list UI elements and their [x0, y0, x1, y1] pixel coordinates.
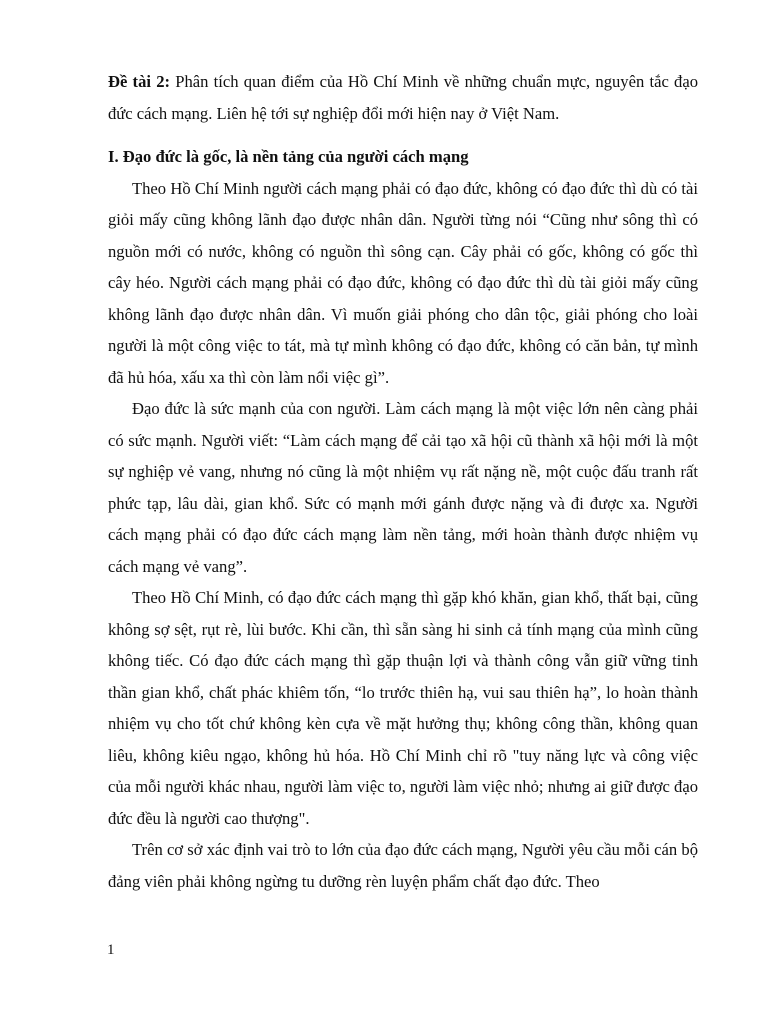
topic-statement	[108, 66, 698, 129]
page-number: 1	[107, 942, 115, 958]
topic-label: Đề tài 2:	[108, 72, 171, 91]
body-paragraph-2: Đạo đức là sức mạnh của con người. Làm cách mạng là một việc lớn nên càng phải có sức mạnh. Người viết: “Làm cách mạng để cải tạo xã hội cũ thành xã hội mới là một sự nghiệp vẻ vang, nhưng nó cũng là một nhiệm vụ rất nặng nề, một cuộc đấu tranh rất phức tạp, lâu dài, gian khổ. Sức có mạnh mới gánh được nặng và đi được xa. Người cách mạng phải có đạo đức cách mạng làm nền tảng, mới hoàn thành được nhiệm vụ cách mạng vẻ vang”.	[108, 399, 698, 576]
document-page	[108, 66, 698, 897]
topic-text: Phân tích quan điểm của Hồ Chí Minh về những chuẩn mực, nguyên tắc đạo đức cách mạng. Liên hệ tới sự nghiệp đổi mới hiện nay ở Việt Nam.	[108, 72, 698, 123]
body-paragraph-3: Theo Hồ Chí Minh, có đạo đức cách mạng thì gặp khó khăn, gian khổ, thất bại, cũng không sợ sệt, rụt rè, lùi bước. Khi cần, thì sẵn sàng hi sinh cả tính mạng của mình cũng không tiếc. Có đạo đức cách mạng thì gặp thuận lợi và thành công vẫn giữ vững tinh thần gian khổ, chất phác khiêm tốn, “lo trước thiên hạ, vui sau thiên hạ”, lo hoàn thành nhiệm vụ cho tốt chứ không kèn cựa về mặt hưởng thụ; không công thần, không quan liêu, không kiêu ngạo, không hủ hóa. Hồ Chí Minh chỉ rõ "tuy năng lực và công việc của mỗi người khác nhau, người làm việc to, người làm việc nhỏ; nhưng ai giữ được đạo đức đều là người cao thượng".	[108, 588, 698, 828]
body-paragraph-1: Theo Hồ Chí Minh người cách mạng phải có đạo đức, không có đạo đức thì dù có tài giỏi mấy cũng không lãnh đạo được nhân dân. Người từng nói “Cũng như sông thì có nguồn mới có nước, không có nguồn thì sông cạn. Cây phải có gốc, không có gốc thì cây héo. Người cách mạng phải có đạo đức, không có đạo đức thì dù tài giỏi mấy cũng không lãnh đạo được nhân dân. Vì muốn giải phóng cho dân tộc, giải phóng cho loài người là một công việc to tát, mà tự mình không có đạo đức, không có căn bản, tự mình đã hủ hóa, xấu xa thì còn làm nổi việc gì”.	[108, 178, 698, 387]
section-heading: I. Đạo đức là gốc, là nền tảng của người cách mạng	[108, 147, 469, 166]
body-paragraph-4: Trên cơ sở xác định vai trò to lớn của đạo đức cách mạng, Người yêu cầu mỗi cán bộ đảng viên phải không ngừng tu dưỡng rèn luyện phẩm chất đạo đức. Theo	[108, 840, 698, 891]
